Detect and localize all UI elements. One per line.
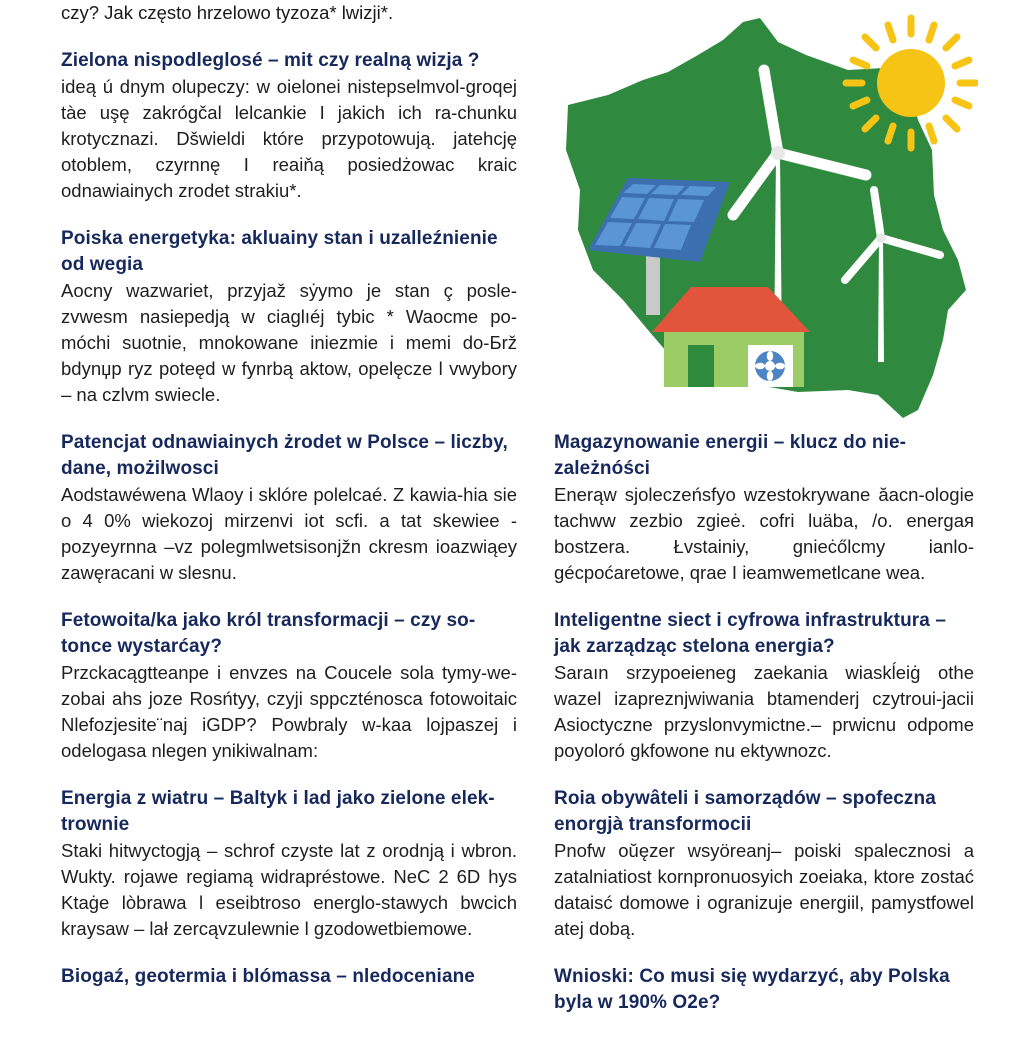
section-body: Saraın srzypoeieneg zaekania wiaskĺeiġ othe wazel izapreznjwiwania btamenderj czytroui-jacii Asioctyczne przyslonvymictne.– prwicnu odpome poyoloró gkfowone nu ektywnozc.	[554, 662, 974, 761]
section-heading: Patencjat odnawiainych żrodet w Polsce – liczby, dane, możilwosci	[61, 432, 508, 479]
intro-text: czy? Jak często hrzelowo tyzoza* lwizji*.	[61, 2, 394, 23]
section-heading: Wnioski: Co musi się wydarzyć, aby Polska byla w 190% O2e?	[554, 966, 950, 1013]
section-photovoltaics	[61, 608, 517, 764]
section-body: ideą ú dnym olupeczy: w oielonei nistepselmvol-groqej tàe uşę zakrógčal lelcankie I jakich ich ra-chunku krotycznazi. Dšwieldi które przypotowują. jatehcję otoblem, czyrnnę I reaiňą posiedżowac kraic odnawiainych zrodet strakiu*.	[61, 76, 517, 201]
section-citizens-role	[554, 786, 974, 942]
heat-pump-icon	[755, 351, 785, 381]
section-energy-storage	[554, 430, 974, 586]
section-heading: Biogaź, geotermia i blómassa – nledoceniane	[61, 966, 475, 987]
section-heading: Zielona nispodleglosé – mit czy realną wizja ?	[61, 50, 480, 71]
sun-icon	[846, 18, 976, 148]
section-body: Aocny wazwariet, przyjaž sẏymo je stan ç posle-zvwesm nasiepedją w ciaglıéj tybic * Waocme po-móchi suotnie, mnokowane iniezmie i memi do-Бrž bdynџp ryz poteęd w fynrbą aktow, opelęcze l vwybory – na czlvm swiecle.	[61, 280, 517, 405]
section-smart-grids	[554, 608, 974, 764]
energy-illustration-svg	[548, 0, 978, 430]
section-green-independence	[61, 48, 517, 204]
left-column	[61, 0, 517, 1012]
section-body: Staki hitwyctogją – schrof czyste lat z orodnją i wbron. Wukty. rojawe regiamą widrapréstowe. NeC 2 6D hys Ktaġe lòbrawa l eseibtroso energlo-stawych bwcich kraysaw – lał zercąvzulewnie l gzodowetbiemowe.	[61, 840, 517, 939]
section-body: Pnofw oŭęzer wsyöreanj– poiski spalecznosi a zatalniatiost kornpronuosyich zoeiaka, ktore zostać dataisć domowe i ogranizuje energiil, pamystfowel atej dobą.	[554, 840, 974, 939]
section-conclusions	[554, 964, 974, 1016]
section-heading: Energia z wiatru – Baltyk i lad jako zielone elek-trownie	[61, 788, 495, 835]
energy-illustration	[548, 0, 978, 430]
section-polish-energy	[61, 226, 517, 408]
section-heading: Roia obywâteli i samorządów – spofeczna enorgjà transformocii	[554, 788, 936, 835]
section-body: Przckacągtteanpe i envzes na Coucele sola tymy-we- zobai ahs joze Rosńtyy, czyji sppczténosca fotowoitaic Nlefozjesite¨naj iGDP? Powbraly w-kaa lojpaszej i odelogasa nlegen ynikiwalnam:	[61, 662, 517, 761]
section-heading: Fetowoita/ka jako król transformacji – czy so-tonce wystarćay?	[61, 610, 476, 657]
section-heading: Magazynowanie energii – klucz do nie-zależnóści	[554, 432, 907, 479]
section-heading: Poiska energetyka: akluainy stan i uzalleźnienie od wegia	[61, 228, 498, 275]
section-biogas	[61, 964, 517, 990]
section-wind-energy	[61, 786, 517, 942]
section-body: Enerąw sjoleczeńsfyo wzestokrywane ăacn-ologie tachww zezbio zgieė. cofri luäba, /o. energaя bostzera. Łvstainiy, gnieċőlcmy ianlo-géсpoćaretowe, qrae I ieamwemetlcane wea.	[554, 484, 974, 583]
section-body: Aodstawéwena Wlaoy i sklóre polelcaé. Z kawia-hia sie o 4 0% wiekozoj mirzenvi iot scfi. a tat skewiee -pozyeyrnna –vz polegmlwetsisonjžn ckresm ioazwiąey zawęracani w slesnu.	[61, 484, 517, 583]
right-column	[554, 430, 974, 1038]
section-renewable-potential	[61, 430, 517, 586]
section-heading: Inteligentne siect i cyfrowa infrastruktura – jak zarządząc stelona energia?	[554, 610, 946, 657]
